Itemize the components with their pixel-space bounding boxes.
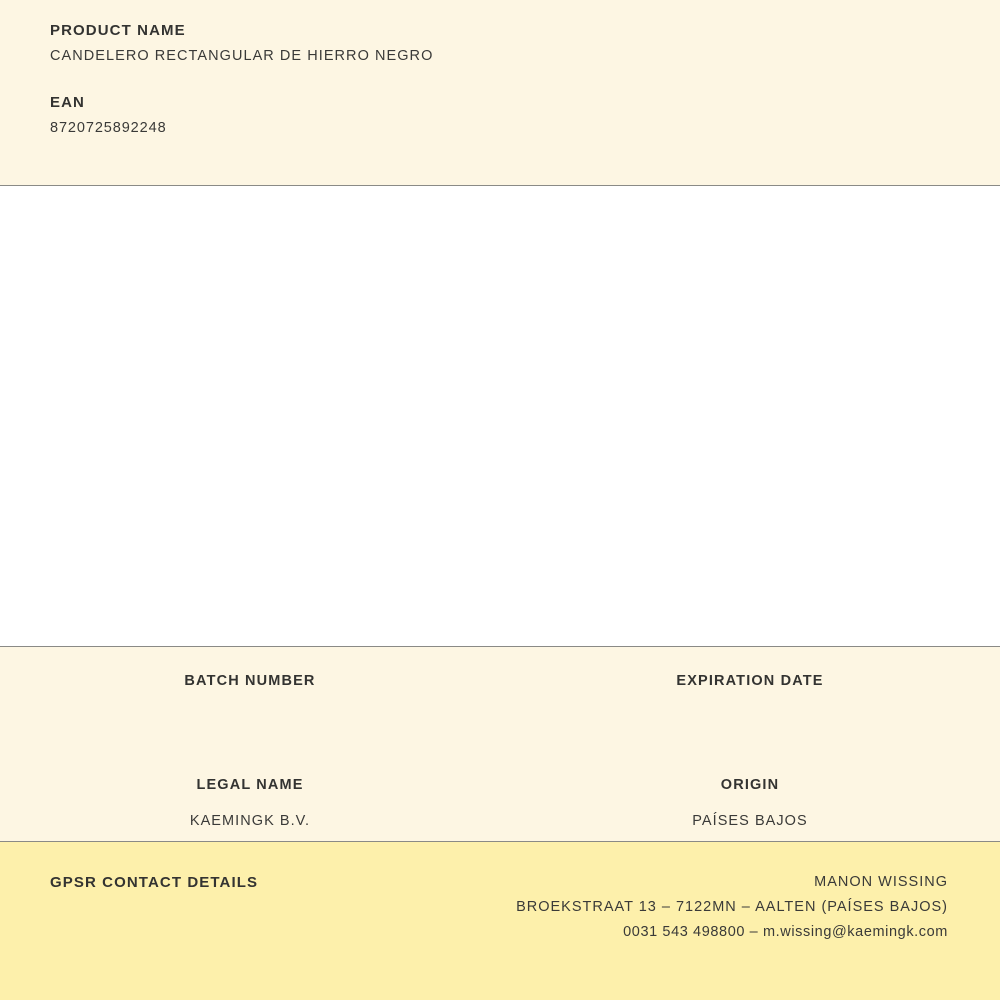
ean-label: EAN [50,94,85,111]
details-row-legal [0,777,1000,831]
expiration-date-field [500,673,1000,727]
legal-name-value: KAEMINGK B.V. [189,813,311,829]
gpsr-contact-label: GPSR CONTACT DETAILS [50,874,259,891]
product-name-field [50,22,950,64]
gpsr-contact-details [516,874,948,949]
contact-name: MANON WISSING [814,874,948,890]
details-section [0,647,1000,842]
contact-address: BROEKSTRAAT 13 – 7122MN – AALTEN (PAÍSES BAJOS) [516,899,948,915]
expiration-date-label: EXPIRATION DATE [676,673,824,689]
product-image-area [0,186,1000,647]
legal-name-field [0,777,500,831]
gpsr-contact-section [0,842,1000,1000]
details-row-batch [0,673,1000,727]
ean-value: 8720725892248 [50,120,167,136]
origin-value: PAÍSES BAJOS [692,813,808,829]
batch-number-value [20,709,480,727]
ean-field [50,94,950,136]
product-name-value: CANDELERO RECTANGULAR DE HIERRO NEGRO [50,48,434,64]
batch-number-field [0,673,500,727]
origin-label: ORIGIN [720,777,780,793]
legal-name-label: LEGAL NAME [196,777,304,793]
product-name-label: PRODUCT NAME [50,22,186,39]
origin-field [500,777,1000,831]
batch-number-label: BATCH NUMBER [184,673,316,689]
expiration-date-value [520,709,980,727]
header-section [0,0,1000,186]
contact-phone-email: 0031 543 498800 – m.wissing@kaemingk.com [623,924,948,940]
